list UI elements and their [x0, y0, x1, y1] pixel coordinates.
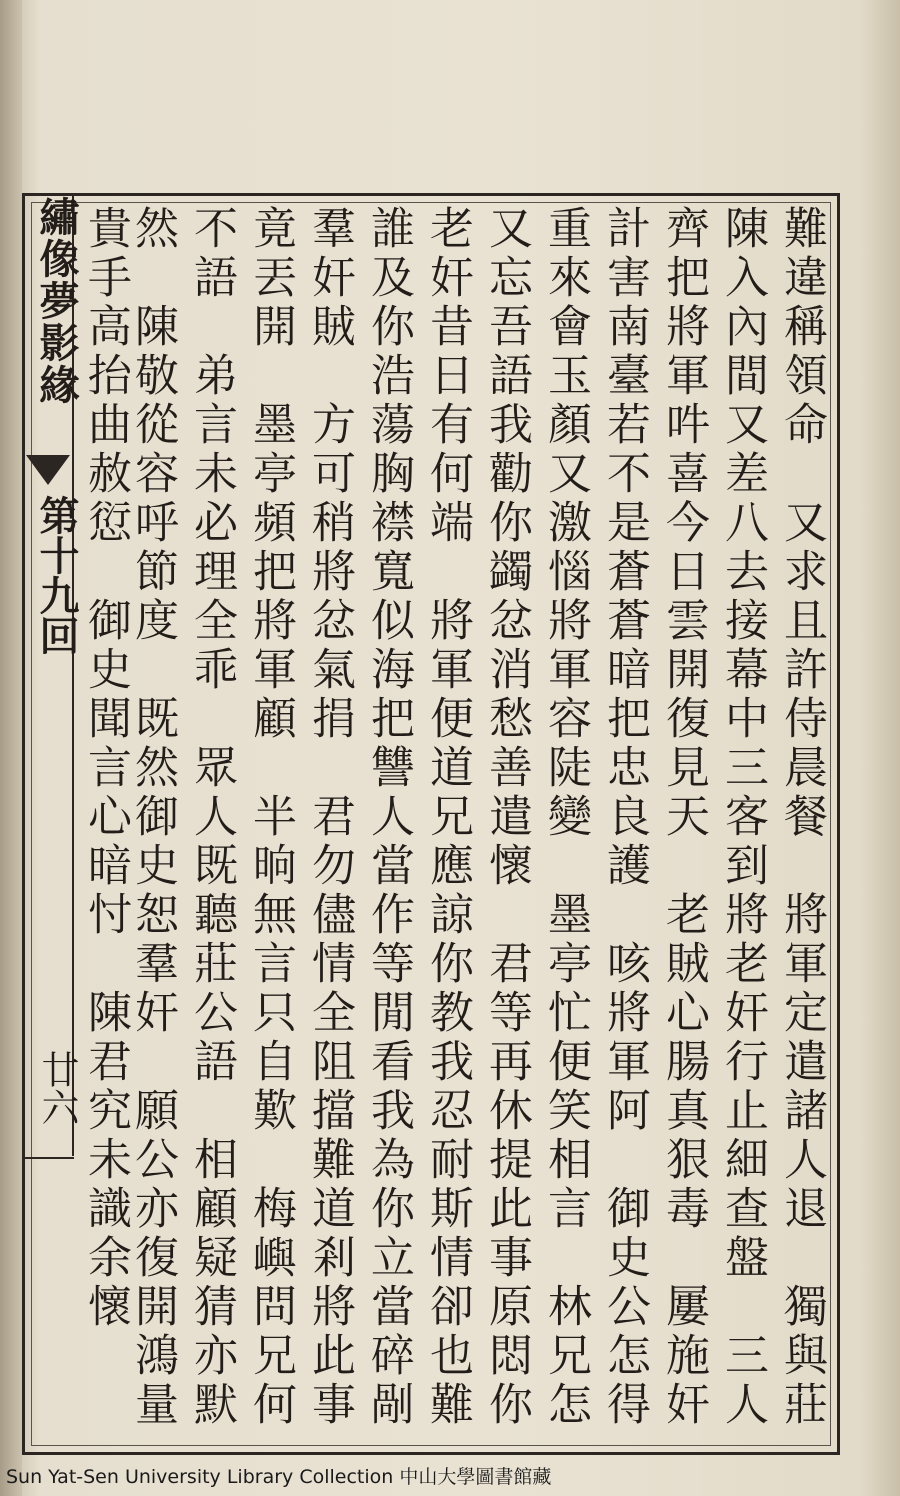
fishtail-fold-marker — [26, 455, 70, 485]
text-column: 竟丟開 墨亭頻把將軍顧 半晌無言只自歎 梅嶼問兄何 — [245, 205, 296, 1430]
text-column: 陳入內間又差八去接幕中三客到將老奸行止細查盤 三人 — [717, 205, 768, 1430]
folio-divider — [22, 1157, 74, 1159]
text-column: 又忘吾語我勸你蠲忿消愁善遣懷 君等再休提此事原悶你 — [481, 205, 532, 1430]
text-column: 然 陳敬從容呼節度 既然御史恕羣奸 願公亦復開鴻量 — [127, 205, 178, 1430]
text-column: 貴手高抬曲赦愆 御史聞言心暗忖 陳君究未識余懷 — [80, 205, 131, 1332]
library-credit: Sun Yat-Sen University Library Collection 中山大學圖書館藏 — [6, 1466, 552, 1488]
text-column: 重來會玉顏又激惱將軍容陡變 墨亭忙便笑相言 林兄怎 — [540, 205, 591, 1430]
text-column: 不語 弟言未必理全乖 眾人既聽莊公語 相顧疑猜亦默 — [186, 205, 237, 1430]
text-column: 誰及你浩蕩胸襟寬似海把讐人當作等閒看我為你立當碎剮 — [363, 205, 414, 1430]
text-column: 計害南臺若不是蒼蒼暗把忠良護 咳將軍阿 御史公怎得 — [599, 205, 650, 1430]
text-column: 難違稱領命 又求且許侍晨餐 將軍定遣諸人退 獨與莊 — [776, 205, 827, 1430]
text-column: 羣奸賊 方可稍將忿氣捐 君勿儘情全阻擋難道剎將此事 — [304, 205, 355, 1430]
chapter-label: 第十九回 — [33, 495, 80, 655]
text-column: 老奸昔日有何端 將軍便道兄應諒你教我忍耐斯情卻也難 — [422, 205, 473, 1430]
previous-page-edge — [0, 0, 22, 1496]
folio-number: 廿六 — [35, 1050, 79, 1126]
text-column: 齊把將軍吽喜今日雲開復見天 老賊心腸真狠毒 屢施奸 — [658, 205, 709, 1430]
book-title: 繡像夢影緣 — [33, 196, 80, 406]
